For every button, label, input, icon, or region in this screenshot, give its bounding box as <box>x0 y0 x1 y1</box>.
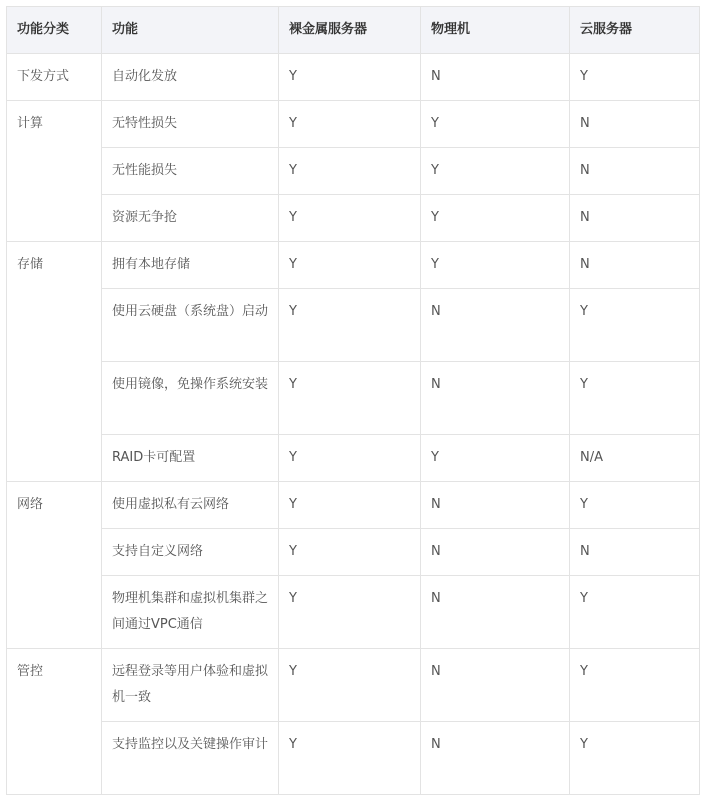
feature-cell: 使用云硬盘（系统盘）启动 <box>102 289 279 362</box>
cloud-cell: N/A <box>570 435 700 482</box>
feature-cell: 支持监控以及关键操作审计 <box>102 722 279 795</box>
bare-metal-cell: Y <box>279 101 421 148</box>
header-category: 功能分类 <box>7 7 102 54</box>
physical-cell: Y <box>421 101 570 148</box>
physical-cell: N <box>421 722 570 795</box>
physical-cell: N <box>421 362 570 435</box>
physical-cell: N <box>421 289 570 362</box>
physical-cell: Y <box>421 148 570 195</box>
bare-metal-cell: Y <box>279 722 421 795</box>
header-feature: 功能 <box>102 7 279 54</box>
physical-cell: Y <box>421 195 570 242</box>
category-cell: 下发方式 <box>7 54 102 101</box>
header-row <box>7 7 700 54</box>
physical-cell: N <box>421 649 570 722</box>
table-row <box>7 101 700 148</box>
feature-cell: RAID卡可配置 <box>102 435 279 482</box>
table-row <box>7 148 700 195</box>
header-bare-metal: 裸金属服务器 <box>279 7 421 54</box>
cloud-cell: Y <box>570 54 700 101</box>
category-cell: 计算 <box>7 101 102 242</box>
table-row <box>7 482 700 529</box>
table-row <box>7 242 700 289</box>
bare-metal-cell: Y <box>279 576 421 649</box>
category-cell: 管控 <box>7 649 102 795</box>
feature-cell: 自动化发放 <box>102 54 279 101</box>
bare-metal-cell: Y <box>279 54 421 101</box>
cloud-cell: Y <box>570 362 700 435</box>
bare-metal-cell: Y <box>279 435 421 482</box>
feature-cell: 无性能损失 <box>102 148 279 195</box>
cloud-cell: Y <box>570 289 700 362</box>
cloud-cell: Y <box>570 576 700 649</box>
category-cell: 网络 <box>7 482 102 649</box>
feature-cell: 支持自定义网络 <box>102 529 279 576</box>
feature-cell: 远程登录等用户体验和虚拟机一致 <box>102 649 279 722</box>
cloud-cell: N <box>570 101 700 148</box>
table-row <box>7 435 700 482</box>
table-row <box>7 576 700 649</box>
feature-cell: 使用镜像，免操作系统安装 <box>102 362 279 435</box>
physical-cell: N <box>421 576 570 649</box>
table-row <box>7 289 700 362</box>
cloud-cell: N <box>570 148 700 195</box>
physical-cell: N <box>421 482 570 529</box>
physical-cell: Y <box>421 435 570 482</box>
header-cloud: 云服务器 <box>570 7 700 54</box>
bare-metal-cell: Y <box>279 242 421 289</box>
feature-cell: 无特性损失 <box>102 101 279 148</box>
cloud-cell: N <box>570 195 700 242</box>
table-row <box>7 649 700 722</box>
category-cell: 存储 <box>7 242 102 482</box>
physical-cell: Y <box>421 242 570 289</box>
feature-cell: 物理机集群和虚拟机集群之间通过VPC通信 <box>102 576 279 649</box>
table-row <box>7 722 700 795</box>
bare-metal-cell: Y <box>279 289 421 362</box>
cloud-cell: N <box>570 529 700 576</box>
bare-metal-cell: Y <box>279 649 421 722</box>
table-header <box>7 7 700 54</box>
bare-metal-cell: Y <box>279 362 421 435</box>
table-row <box>7 195 700 242</box>
cloud-cell: Y <box>570 482 700 529</box>
table-row <box>7 54 700 101</box>
header-physical: 物理机 <box>421 7 570 54</box>
feature-cell: 使用虚拟私有云网络 <box>102 482 279 529</box>
table-row <box>7 529 700 576</box>
physical-cell: N <box>421 529 570 576</box>
feature-cell: 拥有本地存储 <box>102 242 279 289</box>
physical-cell: N <box>421 54 570 101</box>
cloud-cell: N <box>570 242 700 289</box>
cloud-cell: Y <box>570 649 700 722</box>
comparison-table <box>6 6 700 795</box>
table-row <box>7 362 700 435</box>
bare-metal-cell: Y <box>279 482 421 529</box>
bare-metal-cell: Y <box>279 148 421 195</box>
cloud-cell: Y <box>570 722 700 795</box>
feature-cell: 资源无争抢 <box>102 195 279 242</box>
table-body <box>7 54 700 795</box>
bare-metal-cell: Y <box>279 529 421 576</box>
bare-metal-cell: Y <box>279 195 421 242</box>
